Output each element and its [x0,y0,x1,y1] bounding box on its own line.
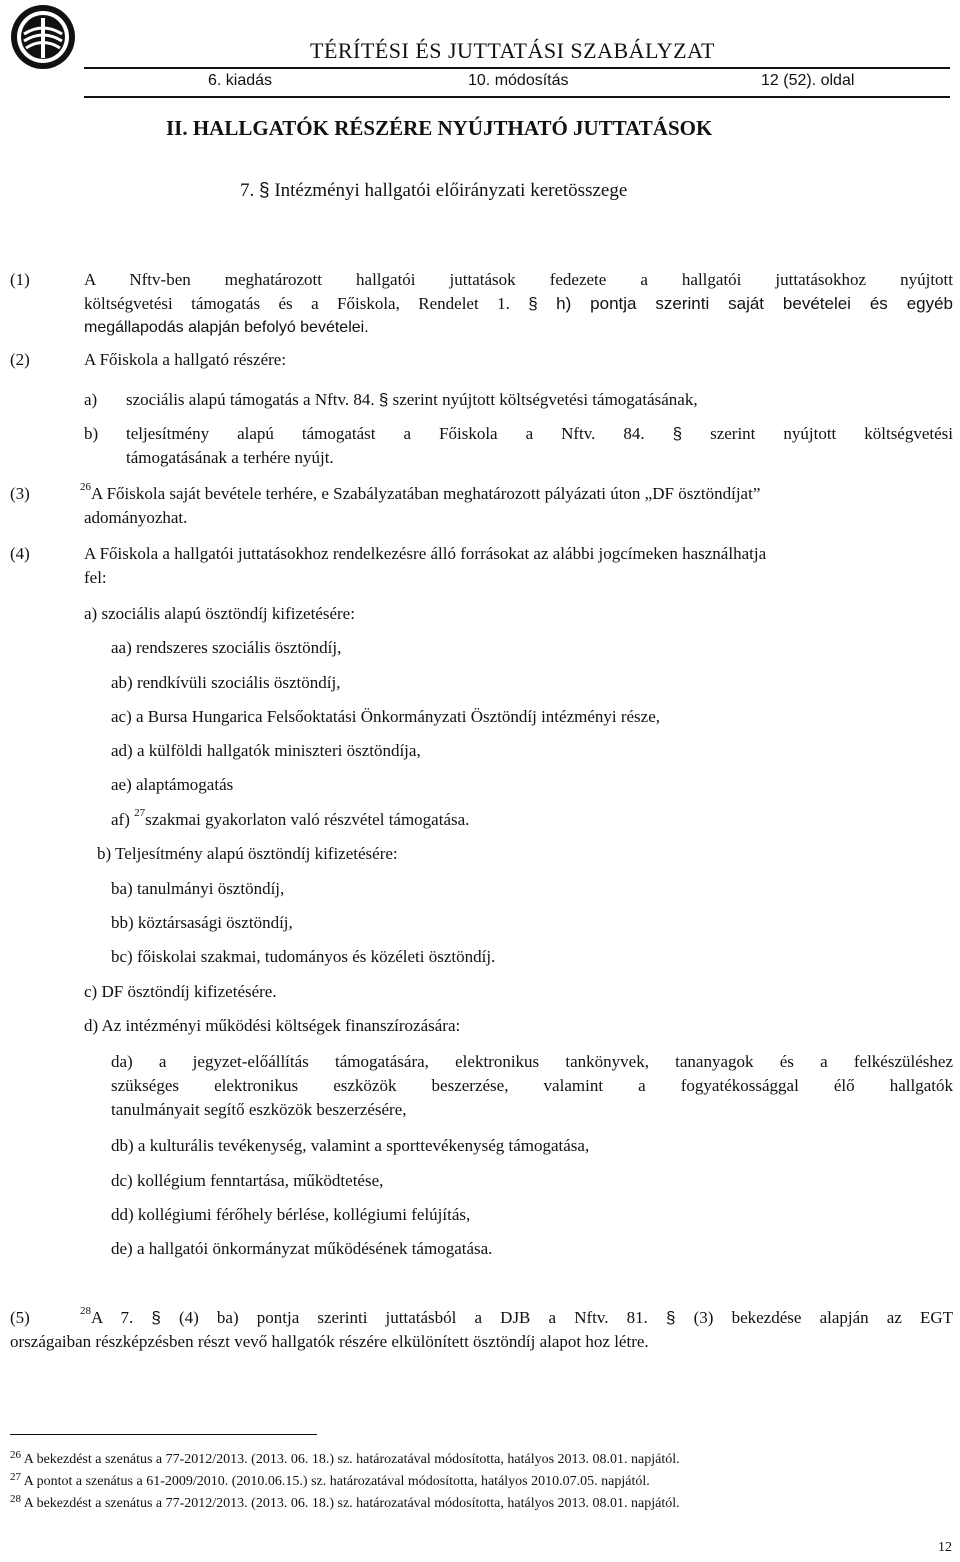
modification-label: 10. módosítás [468,72,569,89]
footnote-26: $^{26}$ A bekezdést a szenátus a 77-2012/2013. (2013. 06. 18.) sz. határozatával módosította, hatályos 2013. 08.01. napjától. [10,1449,680,1467]
p4-line2: fel: [84,568,107,587]
p4-bc: bc) főiskolai szakmai, tudományos és közéleti ösztöndíj. [111,947,496,966]
p5-line1: $^{28}$A 7. § (4) ba) pontja szerinti juttatásból a DJB a Nftv. 81. § (3) bekezdése alapján az EGT [80,1305,954,1327]
p4-line1: A Főiskola a hallgatói juttatásokhoz rendelkezésre álló forrásokat az alábbi jogcímeken használhatja [84,544,767,563]
header-rule-bottom [84,96,950,98]
header-rule-top [84,67,950,69]
footnote-ref-28[interactable]: 28 [80,1305,91,1317]
p4-ba: ba) tanulmányi ösztöndíj, [111,879,285,898]
p5-number: (5) [10,1308,30,1327]
p3-number: (3) [10,484,30,503]
p4-da-line1: da) a jegyzet-előállítás támogatására, elektronikus tankönyvek, tananyagok és a felkészüléshez [111,1052,953,1071]
p4-de: de) a hallgatói önkormányzat működésének támogatása. [111,1239,493,1258]
p2-a-text: szociális alapú támogatás a Nftv. 84. § szerint nyújtott költségvetési támogatásának, [126,390,698,409]
p2-number: (2) [10,350,30,369]
footnote-28: $^{28}$ A bekezdést a szenátus a 77-2012/2013. (2013. 06. 18.) sz. határozatával módosította, hatályos 2013. 08.01. napjától. [10,1493,680,1511]
p4-aa: aa) rendszeres szociális ösztöndíj, [111,638,342,657]
edition-label: 6. kiadás [208,72,273,89]
p3-line1: $^{26}$A Főiskola saját bevétele terhére, e Szabályzatában meghatározott pályázati úton „DF ösztöndíjat” [80,481,761,503]
subsection-heading [240,180,627,202]
footnote-ref-27[interactable]: 27 [134,807,146,819]
p4-d: d) Az intézményi működési költségek finanszírozására: [84,1016,461,1035]
p4-da-line2: szükséges elektronikus eszközök beszerzése, valamint a fogyatékossággal élő hallgatók [111,1076,953,1095]
p3-line2: adományozhat. [84,508,188,527]
p4-dc: dc) kollégium fenntartása, működtetése, [111,1171,384,1190]
document-title: TÉRÍTÉSI ÉS JUTTATÁSI SZABÁLYZAT [310,38,715,63]
p2-b-label: b) [84,424,99,443]
page-label: 12 (52). oldal [761,72,855,89]
footnote-ref-26[interactable]: 26 [80,481,91,493]
p1-line1: A Nftv-ben meghatározott hallgatói juttatások fedezete a hallgatói juttatásokhoz nyújtott [84,270,953,289]
p2-text: A Főiskola a hallgató részére: [84,350,287,369]
p1-line2: költségvetési támogatás és a Főiskola, Rendelet 1. § h) pontja szerinti saját bevételei és egyéb [84,294,954,313]
page-number: 12 [938,1540,952,1555]
footnote-27: $^{27}$ A pontot a szenátus a 61-2009/2010. (2010.06.15.) sz. határozatával módosította, hatályos 2010.07.05. napjától. [10,1471,650,1489]
p4-ab: ab) rendkívüli szociális ösztöndíj, [111,673,341,692]
footnote-separator [10,1434,317,1435]
p4-bb: bb) köztársasági ösztöndíj, [111,913,293,932]
subsection-number: 7. [240,180,255,201]
p4-c: c) DF ösztöndíj kifizetésére. [84,982,277,1001]
institution-logo [10,4,76,70]
p4-af: af) $^{27}$szakmai gyakorlaton való részvétel támogatása. [111,807,470,829]
p2-b-text-cont: támogatásának a terhére nyújt. [126,448,334,467]
p4-da-line3: tanulmányait segítő eszközök beszerzésére, [111,1100,407,1119]
p4-dd: dd) kollégiumi férőhely bérlése, kollégiumi felújítás, [111,1205,471,1224]
p4-a: a) szociális alapú ösztöndíj kifizetésére: [84,604,355,623]
p5-line2: országaiban részképzésben részt vevő hallgatók részére elkülönített ösztöndíj alapot hoz létre. [10,1332,649,1351]
p2-a-label: a) [84,390,98,409]
subsection-title: Intézményi hallgatói előirányzati keretösszege [274,180,628,201]
p4-ac: ac) a Bursa Hungarica Felsőoktatási Önkormányzati Ösztöndíj intézményi része, [111,707,661,726]
p4-db: db) a kulturális tevékenység, valamint a sporttevékenység támogatása, [111,1136,590,1155]
p4-ae: ae) alaptámogatás [111,775,234,794]
section-title: II. HALLGATÓK RÉSZÉRE NYÚJTHATÓ JUTTATÁSOK [166,116,713,140]
p4-number: (4) [10,544,30,563]
p1-number: (1) [10,270,30,289]
p1-line3: megállapodás alapján befolyó bevételei. [84,319,369,336]
p4-b: b) Teljesítmény alapú ösztöndíj kifizetésére: [97,844,398,863]
paragraph-symbol: § [259,180,270,201]
p4-ad: ad) a külföldi hallgatók miniszteri ösztöndíja, [111,741,421,760]
p2-b-text: teljesítmény alapú támogatást a Főiskola a Nftv. 84. § szerint nyújtott költségvetési [126,424,954,443]
